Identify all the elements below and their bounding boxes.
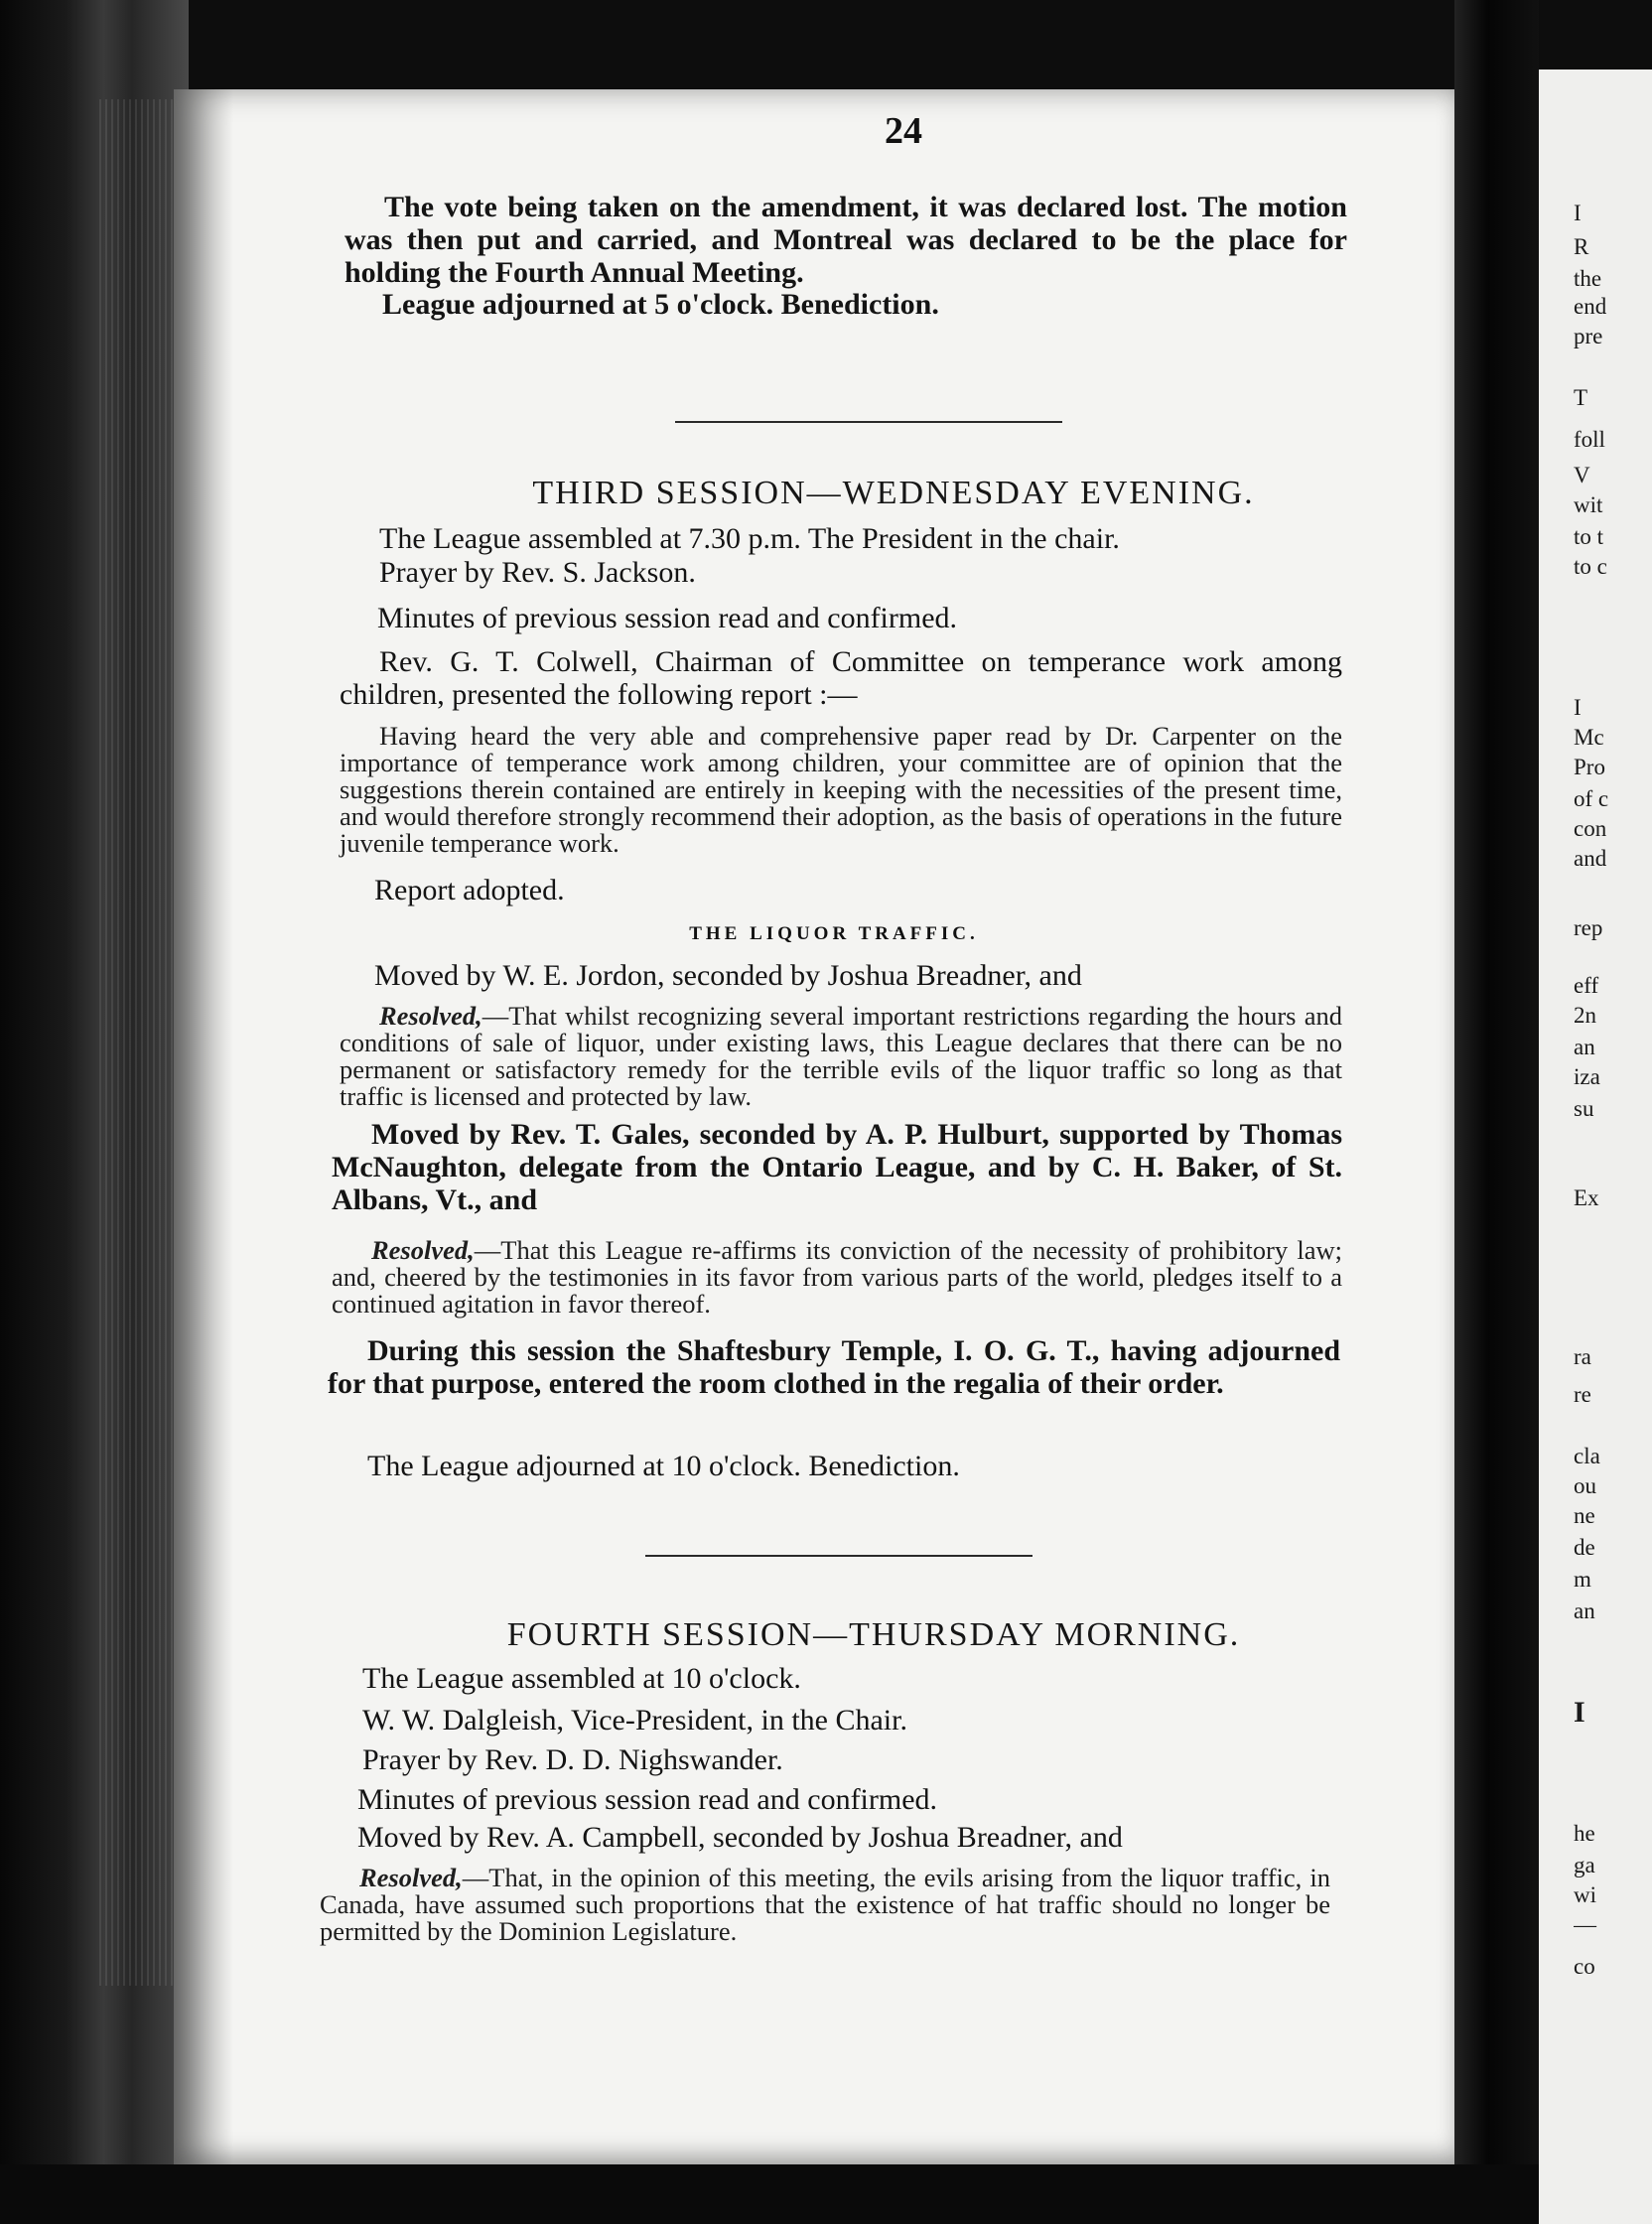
resolved-label: Resolved, bbox=[359, 1863, 463, 1892]
third-colwell: Rev. G. T. Colwell, Chairman of Committee on temperance work among children, presented the following report :— bbox=[340, 645, 1342, 711]
facing-fragment: to c bbox=[1574, 554, 1607, 579]
facing-fragment: pre bbox=[1574, 324, 1603, 348]
moved-gales: Moved by Rev. T. Gales, seconded by A. P. Hulburt, supported by Thomas McNaughton, delegate from the Ontario League, and by C. H. Baker, of St. Albans, Vt., and bbox=[332, 1118, 1342, 1216]
scan-border-bottom bbox=[0, 2164, 1539, 2224]
facing-fragment: re bbox=[1574, 1382, 1591, 1407]
shaftesbury-temple: During this session the Shaftesbury Temple, I. O. G. T., having adjourned for that purpose, entered the room clothed in the regalia of their order. bbox=[328, 1334, 1340, 1400]
committee-report: Having heard the very able and comprehensive paper read by Dr. Carpenter on the importance of temperance work among children, your committee are of opinion that the suggestions therein contained are entirely in keeping with the necessities of the present time, and would therefore strongly recommend their adoption, as the basis of operations in the future juvenile temperance work. bbox=[340, 721, 1342, 858]
facing-fragment: I bbox=[1574, 201, 1582, 225]
fourth-chair: W. W. Dalgleish, Vice-President, in the Chair. bbox=[362, 1704, 907, 1737]
resolved-dominion bbox=[320, 1865, 1330, 1945]
facing-fragment: of c bbox=[1574, 786, 1609, 811]
facing-fragment: foll bbox=[1574, 427, 1605, 452]
resolved-restrictions-text: —That whilst recognizing several important restrictions regarding the hours and conditions of sale of liquor, under existing laws, this League declares that there can be no permanent or satisfactory remedy for the terrible evils of the liquor traffic so long as that traffic is licensed and protected by law. bbox=[340, 1001, 1342, 1111]
resolved-prohibitory bbox=[332, 1237, 1342, 1318]
fourth-prayer: Prayer by Rev. D. D. Nighswander. bbox=[362, 1743, 783, 1776]
facing-fragment: he bbox=[1574, 1821, 1595, 1846]
intro-paragraph: The vote being taken on the amendment, it was declared lost. The motion was then put and carried, and Montreal was declared to be the place for holding the Fourth Annual Meeting. bbox=[344, 191, 1347, 289]
facing-fragment: ne bbox=[1574, 1503, 1595, 1528]
facing-fragment: con bbox=[1574, 816, 1607, 841]
resolved-label: Resolved, bbox=[379, 1001, 482, 1031]
facing-fragment: — bbox=[1574, 1912, 1596, 1937]
resolved-restrictions bbox=[340, 1003, 1342, 1110]
facing-fragment: Mc bbox=[1574, 725, 1604, 750]
page-number: 24 bbox=[885, 110, 922, 152]
resolved-label: Resolved, bbox=[371, 1235, 475, 1265]
facing-fragment: m bbox=[1574, 1567, 1591, 1592]
facing-fragment: su bbox=[1574, 1096, 1594, 1121]
facing-fragment: cla bbox=[1574, 1444, 1600, 1468]
facing-fragment: de bbox=[1574, 1535, 1595, 1560]
facing-fragment: co bbox=[1574, 1954, 1595, 1979]
fourth-session-heading: FOURTH SESSION—THURSDAY MORNING. bbox=[506, 1616, 1241, 1653]
facing-fragment: to t bbox=[1574, 524, 1604, 549]
facing-fragment: ga bbox=[1574, 1853, 1595, 1877]
third-session-heading: THIRD SESSION—WEDNESDAY EVENING. bbox=[532, 475, 1255, 511]
fourth-assembled: The League assembled at 10 o'clock. bbox=[362, 1662, 801, 1695]
page-stain bbox=[174, 89, 233, 2164]
facing-fragment: and bbox=[1574, 846, 1607, 871]
facing-fragment: iza bbox=[1574, 1064, 1600, 1089]
liquor-traffic-subheading: THE LIQUOR TRAFFIC. bbox=[689, 923, 979, 944]
section-divider bbox=[645, 1555, 1032, 1557]
third-adjourned: The League adjourned at 10 o'clock. Benediction. bbox=[367, 1450, 960, 1482]
facing-fragment: the bbox=[1574, 266, 1602, 291]
facing-fragment: eff bbox=[1574, 973, 1599, 998]
facing-fragment: T bbox=[1574, 385, 1588, 410]
facing-fragment: I bbox=[1574, 1696, 1585, 1729]
facing-fragment: ra bbox=[1574, 1344, 1591, 1369]
facing-fragment: wi bbox=[1574, 1882, 1596, 1907]
facing-fragment: I bbox=[1574, 695, 1582, 720]
section-divider bbox=[675, 421, 1062, 423]
facing-fragment: wit bbox=[1574, 492, 1603, 517]
facing-fragment: Pro bbox=[1574, 755, 1605, 779]
third-assembled: The League assembled at 7.30 p.m. The President in the chair. bbox=[379, 522, 1120, 555]
intro-adjourned: League adjourned at 5 o'clock. Benediction. bbox=[382, 288, 939, 321]
resolved-dominion-text: —That, in the opinion of this meeting, the evils arising from the liquor traffic, in Canada, have assumed such proportions that the existence of hat traffic should no longer be permitted by the Dominion Legislature. bbox=[320, 1863, 1330, 1946]
third-minutes: Minutes of previous session read and confirmed. bbox=[377, 602, 958, 634]
facing-fragment: V bbox=[1574, 463, 1590, 487]
facing-fragment: rep bbox=[1574, 915, 1603, 940]
facing-fragment: an bbox=[1574, 1598, 1595, 1623]
moved-campbell: Moved by Rev. A. Campbell, seconded by Joshua Breadner, and bbox=[357, 1821, 1123, 1854]
facing-fragment: R bbox=[1574, 234, 1589, 259]
facing-fragment: end bbox=[1574, 294, 1607, 319]
book-gutter bbox=[1454, 0, 1539, 2224]
facing-fragment: Ex bbox=[1574, 1185, 1599, 1210]
facing-fragment: 2n bbox=[1574, 1003, 1596, 1028]
scan-border-top bbox=[0, 0, 1652, 94]
facing-fragment: ou bbox=[1574, 1473, 1596, 1498]
facing-fragment: an bbox=[1574, 1035, 1595, 1059]
report-adopted: Report adopted. bbox=[374, 874, 565, 906]
moved-jordon: Moved by W. E. Jordon, seconded by Joshua Breadner, and bbox=[374, 959, 1082, 992]
resolved-prohibitory-text: —That this League re-affirms its conviction of the necessity of prohibitory law; and, cheered by the testimonies in its favor from various parts of the world, pledges itself to a continued agitation in favor thereof. bbox=[332, 1235, 1342, 1319]
fourth-minutes: Minutes of previous session read and confirmed. bbox=[357, 1783, 938, 1816]
third-prayer: Prayer by Rev. S. Jackson. bbox=[379, 556, 696, 589]
